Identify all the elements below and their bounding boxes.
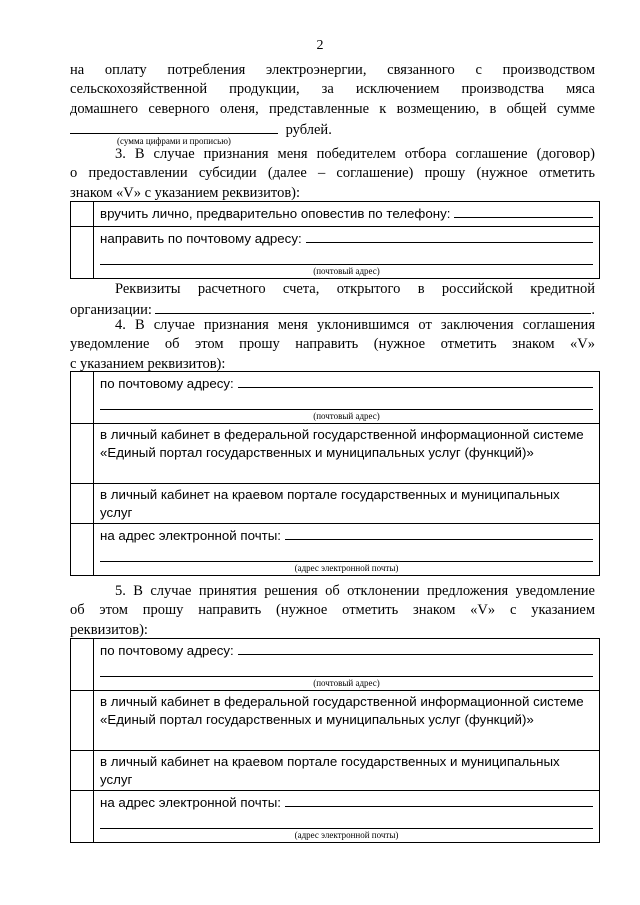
checkbox-post[interactable] bbox=[71, 227, 94, 279]
s5-option-row-email bbox=[71, 791, 600, 843]
sum-field[interactable] bbox=[70, 119, 278, 134]
bank-paragraph bbox=[70, 280, 595, 321]
s5-option-gosuslugi-label: в личный кабинет в федеральной государственной информационной системе «Единый портал государственных и муниципальных услуг (функций)» bbox=[94, 691, 600, 751]
s5-email-field-2[interactable] bbox=[100, 815, 593, 829]
bank-line-1: Реквизиты расчетного счета, открытого в российской кредитной bbox=[115, 281, 595, 297]
section-3-line-1: 3. В случае признания меня победителем отбора соглашение (договор) bbox=[115, 146, 595, 162]
s4-post-address-field-2[interactable] bbox=[100, 396, 593, 410]
section-5-paragraph bbox=[70, 582, 595, 640]
page-number: 2 bbox=[316, 38, 324, 53]
s4-email-field-2[interactable] bbox=[100, 548, 593, 562]
s5-option-cell-email bbox=[94, 791, 600, 843]
checkbox-phone[interactable] bbox=[71, 202, 94, 227]
section-4-options-table bbox=[70, 371, 600, 576]
post-address-field-2[interactable] bbox=[100, 251, 593, 265]
section-4-line-2: уведомление об этом прошу направить (нужное отметить знаком «V» bbox=[70, 336, 595, 353]
s5-post-address-caption: (почтовый адрес) bbox=[313, 678, 380, 688]
s4-post-address-caption: (почтовый адрес) bbox=[313, 411, 380, 421]
post-address-field[interactable] bbox=[306, 229, 593, 243]
s4-option-gosuslugi-label: в личный кабинет в федеральной государственной информационной системе «Единый портал государственных и муниципальных услуг (функций)» bbox=[94, 424, 600, 484]
s5-option-row-post bbox=[71, 639, 600, 691]
s5-option-post-label: по почтовому адресу: bbox=[100, 643, 234, 658]
s4-option-email-label: на адрес электронной почты: bbox=[100, 528, 281, 543]
s5-checkbox-email[interactable] bbox=[71, 791, 94, 843]
option-row-phone bbox=[71, 202, 600, 227]
option-row-post bbox=[71, 227, 600, 279]
s5-checkbox-gosuslugi[interactable] bbox=[71, 691, 94, 751]
option-phone-label: вручить лично, предварительно оповестив по телефону: bbox=[100, 206, 451, 221]
s5-option-email-label: на адрес электронной почты: bbox=[100, 795, 281, 810]
s4-checkbox-email[interactable] bbox=[71, 524, 94, 576]
s4-option-row-gosuslugi bbox=[71, 424, 600, 484]
bank-line-2: организации: bbox=[70, 302, 152, 319]
section-3-line-2: о предоставлении субсидии (далее – соглашение) прошу (нужное отметить bbox=[70, 165, 595, 182]
section-5-line-1: 5. В случае принятия решения об отклонении предложения уведомление bbox=[115, 583, 595, 599]
intro-line-3: домашнего северного оленя, представленные к возмещению, в общей сумме bbox=[70, 100, 595, 117]
option-cell-post bbox=[94, 227, 600, 279]
s5-checkbox-post[interactable] bbox=[71, 639, 94, 691]
s4-option-row-email bbox=[71, 524, 600, 576]
s5-checkbox-regional[interactable] bbox=[71, 751, 94, 791]
s4-option-row-post bbox=[71, 372, 600, 424]
intro-line-1: на оплату потребления электроэнергии, связанного с производством bbox=[70, 62, 595, 78]
s5-post-address-field[interactable] bbox=[238, 641, 593, 655]
s4-email-field[interactable] bbox=[285, 526, 593, 540]
sum-row bbox=[70, 119, 595, 138]
s4-checkbox-post[interactable] bbox=[71, 372, 94, 424]
section-3-line-3: знаком «V» с указанием реквизитов): bbox=[70, 184, 301, 201]
s4-post-address-field[interactable] bbox=[238, 374, 593, 388]
intro-line-2: сельскохозяйственной продукции, за исключением производства мяса bbox=[70, 81, 595, 98]
intro-paragraph bbox=[70, 61, 595, 147]
post-address-caption: (почтовый адрес) bbox=[313, 266, 380, 276]
section-5-line-2: об этом прошу направить (нужное отметить знаком «V» с указанием bbox=[70, 602, 595, 619]
s4-checkbox-gosuslugi[interactable] bbox=[71, 424, 94, 484]
s4-option-cell-email bbox=[94, 524, 600, 576]
s5-option-regional-label: в личный кабинет на краевом портале государственных и муниципальных услуг bbox=[94, 751, 600, 791]
section-3-paragraph bbox=[70, 145, 595, 203]
bank-row: организации: . bbox=[70, 299, 595, 320]
section-3-options-table bbox=[70, 201, 600, 279]
s5-post-address-field-2[interactable] bbox=[100, 663, 593, 677]
s5-email-caption: (адрес электронной почты) bbox=[294, 830, 399, 840]
s4-option-cell-post bbox=[94, 372, 600, 424]
s4-option-row-regional bbox=[71, 484, 600, 524]
section-4-line-3: с указанием реквизитов): bbox=[70, 355, 226, 372]
bank-account-field[interactable] bbox=[155, 299, 592, 314]
section-4-paragraph bbox=[70, 316, 595, 374]
s4-option-regional-label: в личный кабинет на краевом портале государственных и муниципальных услуг bbox=[94, 484, 600, 524]
sum-currency: рублей. bbox=[285, 121, 332, 138]
s4-email-caption: (адрес электронной почты) bbox=[294, 563, 399, 573]
phone-field[interactable] bbox=[454, 204, 593, 218]
s5-option-cell-post bbox=[94, 639, 600, 691]
s4-option-post-label: по почтовому адресу: bbox=[100, 376, 234, 391]
sum-caption: (сумма цифрами и прописью) bbox=[117, 135, 231, 146]
option-post-label: направить по почтовому адресу: bbox=[100, 231, 302, 246]
s5-option-row-gosuslugi bbox=[71, 691, 600, 751]
option-cell-phone bbox=[94, 202, 600, 227]
s4-checkbox-regional[interactable] bbox=[71, 484, 94, 524]
section-5-options-table bbox=[70, 638, 600, 843]
section-4-line-1: 4. В случае признания меня уклонившимся от заключения соглашения bbox=[115, 317, 595, 333]
s5-option-row-regional bbox=[71, 751, 600, 791]
s5-email-field[interactable] bbox=[285, 793, 593, 807]
section-5-line-3: реквизитов): bbox=[70, 621, 148, 638]
